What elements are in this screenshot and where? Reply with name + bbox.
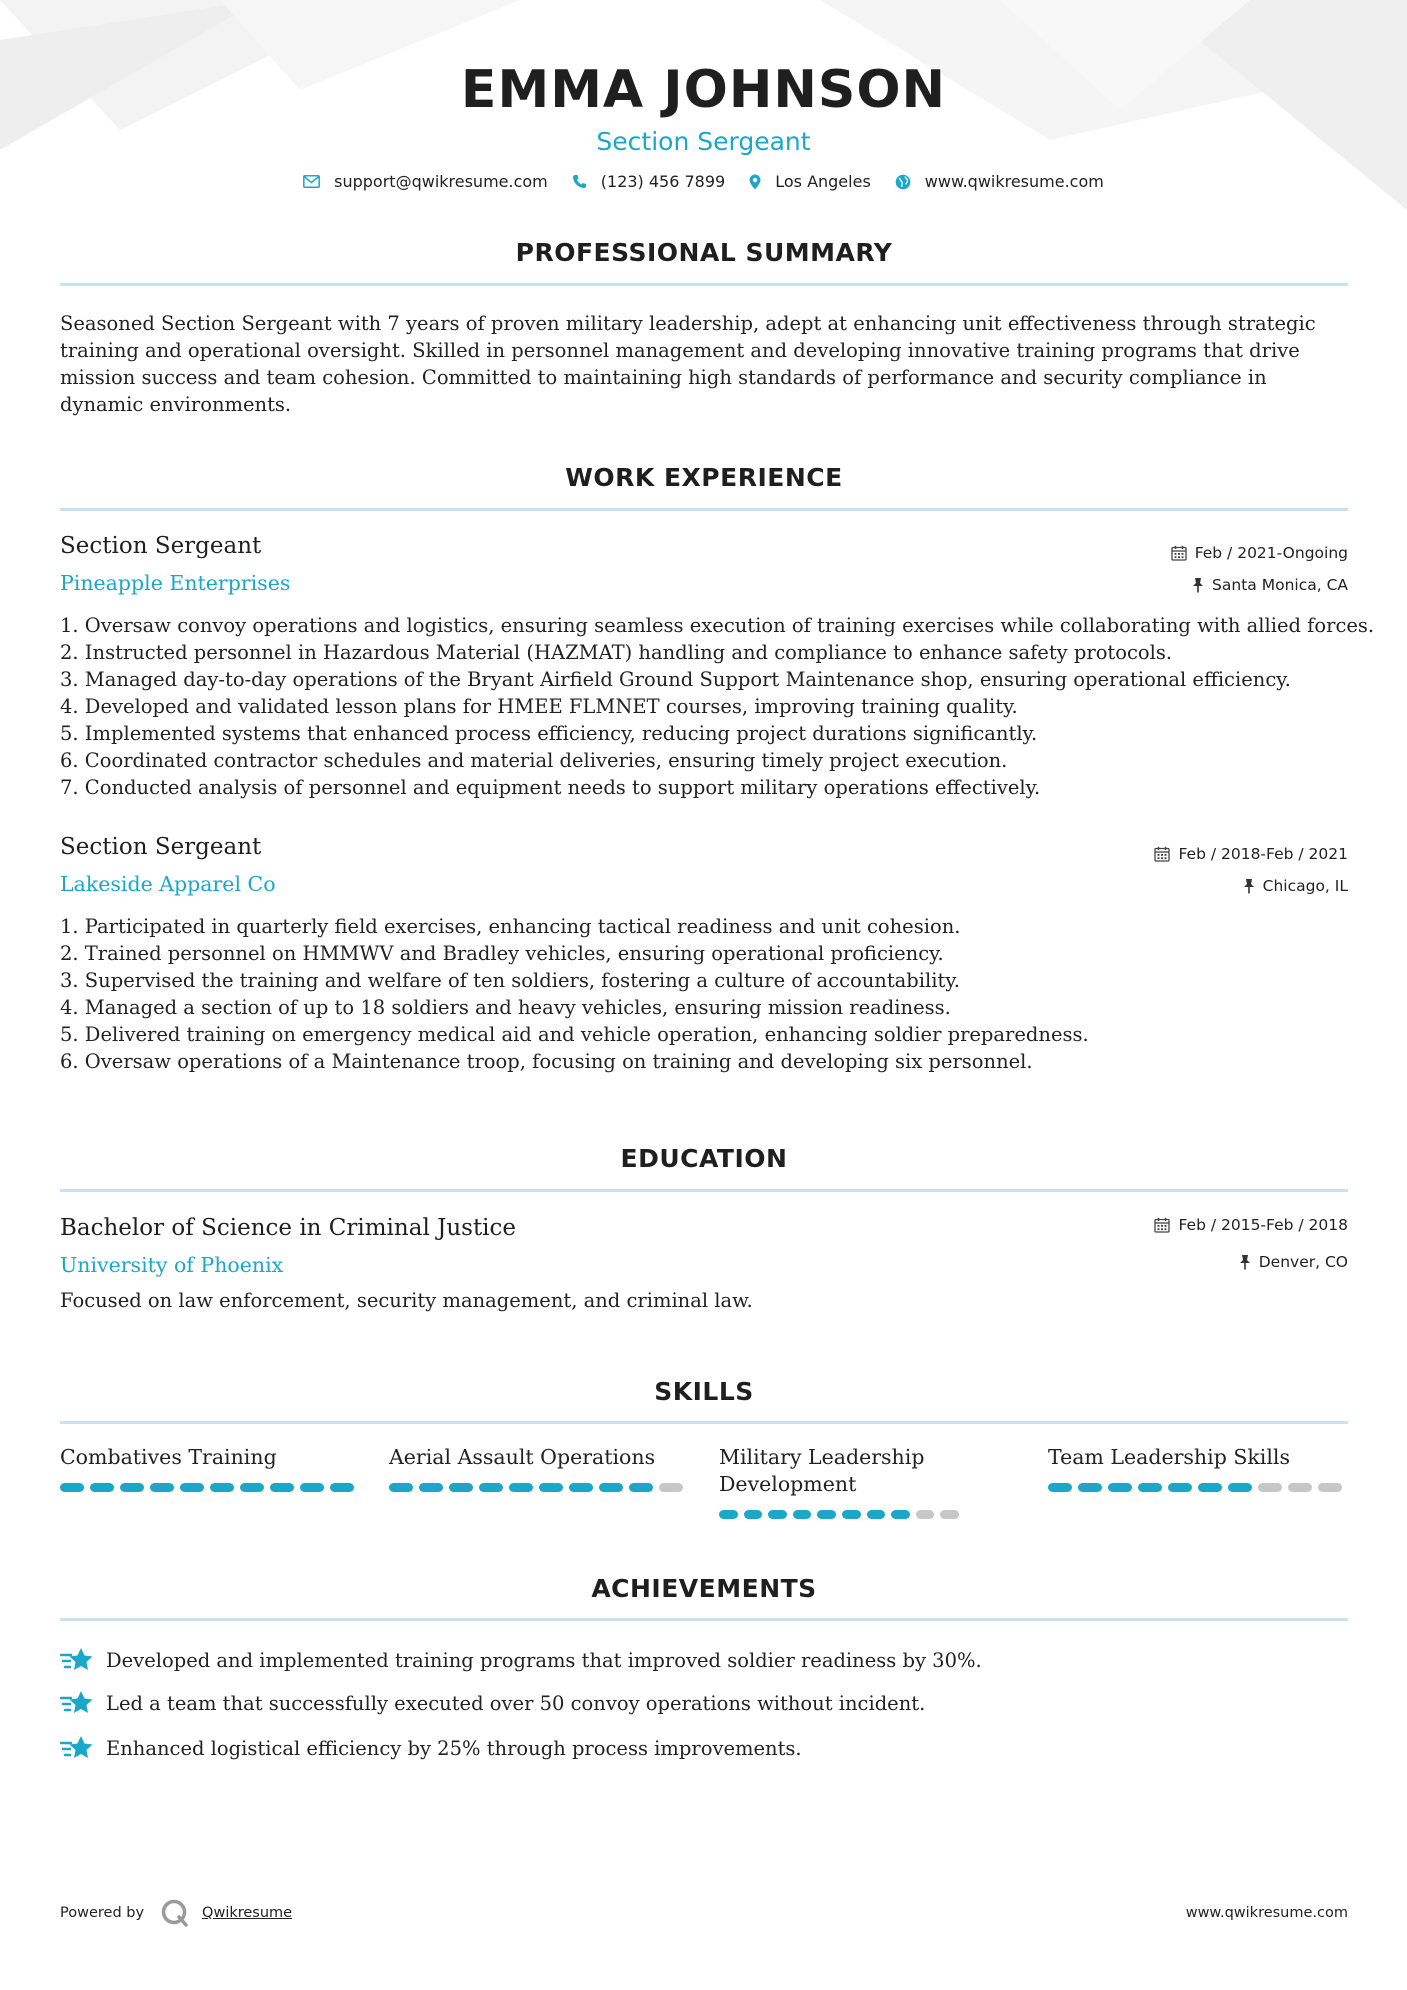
job-location [1192, 576, 1348, 594]
achievement-text: Developed and implemented training programs that improved soldier readiness by 30%. [106, 1648, 982, 1672]
skill-level-segment-filled [419, 1483, 443, 1492]
skill-level-segment-empty [916, 1510, 935, 1519]
list-item: 3. Managed day-to-day operations of the Bryant Airfield Ground Support Maintenance shop, ensuring operational efficiency. [60, 668, 1291, 691]
skill-level-segment-filled [210, 1483, 234, 1492]
list-item: 1. Oversaw convoy operations and logistics, ensuring seamless execution of training exercises while collaborating with allied forces. [60, 614, 1375, 637]
star-icon [60, 1733, 94, 1763]
list-item: 1. Participated in quarterly field exercises, enhancing tactical readiness and unit cohesion. [60, 915, 961, 938]
skill-level-segment-filled [270, 1483, 294, 1492]
skill-level-segment-filled [793, 1510, 812, 1519]
skill-level-segment-filled [817, 1510, 836, 1519]
job-dates [1171, 544, 1348, 562]
skill-level-segment-filled [867, 1510, 886, 1519]
skill-level-segment-filled [60, 1483, 84, 1492]
education-dates-text: Feb / 2015-Feb / 2018 [1178, 1216, 1348, 1234]
skill-level-segment-empty [1318, 1483, 1342, 1492]
list-item: 3. Supervised the training and welfare of ten soldiers, fostering a culture of accountability. [60, 969, 960, 992]
phone-icon [572, 174, 587, 189]
skill-level-segment-filled [1228, 1483, 1252, 1492]
resume-header [0, 56, 1407, 158]
skill-level-bar [719, 1510, 959, 1519]
section-title-summary: PROFESSIONAL SUMMARY [515, 238, 893, 267]
skill-level-segment-filled [719, 1510, 738, 1519]
skill-level-segment-filled [120, 1483, 144, 1492]
achievement-text: Led a team that successfully executed over 50 convoy operations without incident. [106, 1691, 926, 1715]
job-company: Lakeside Apparel Co [60, 872, 276, 896]
achievement-item [60, 1688, 925, 1718]
skill-item [60, 1444, 360, 1492]
achievement-text: Enhanced logistical efficiency by 25% through process improvements. [106, 1736, 802, 1760]
skill-level-segment-filled [389, 1483, 413, 1492]
section-title-skills: SKILLS [654, 1377, 754, 1406]
list-item: 2. Instructed personnel in Hazardous Material (HAZMAT) handling and compliance to enhance safety protocols. [60, 641, 1173, 664]
contact-location [749, 172, 871, 191]
brand-link[interactable]: Qwikresume [202, 1905, 293, 1921]
skill-level-segment-filled [1198, 1483, 1222, 1492]
skill-level-segment-filled [599, 1483, 623, 1492]
footer-website-link[interactable]: www.qwikresume.com [1185, 1905, 1348, 1921]
achievement-item [60, 1733, 802, 1763]
calendar-icon [1171, 545, 1187, 561]
skill-level-segment-filled [300, 1483, 324, 1492]
map-pin-icon [749, 174, 761, 190]
skill-level-segment-filled [768, 1510, 787, 1519]
skill-level-bar [389, 1483, 689, 1492]
achievement-item [60, 1645, 982, 1675]
phone-text: (123) 456 7899 [600, 172, 726, 191]
contact-email[interactable] [303, 172, 548, 191]
section-title-experience: WORK EXPERIENCE [565, 463, 843, 492]
powered-by-label: Powered by [60, 1905, 145, 1921]
section-divider [60, 283, 1348, 286]
list-item: 2. Trained personnel on HMMWV and Bradley vehicles, ensuring operational proficiency. [60, 942, 944, 965]
skill-level-segment-empty [659, 1483, 683, 1492]
skill-level-segment-filled [330, 1483, 354, 1492]
job-location [1243, 877, 1348, 895]
envelope-icon [303, 175, 320, 188]
job-location-text: Chicago, IL [1262, 877, 1348, 895]
skill-level-segment-empty [940, 1510, 959, 1519]
section-title-education: EDUCATION [620, 1144, 788, 1173]
job-dates-text: Feb / 2018-Feb / 2021 [1178, 845, 1348, 863]
education-location-text: Denver, CO [1258, 1253, 1348, 1271]
list-item: 6. Coordinated contractor schedules and material deliveries, ensuring timely project execution. [60, 749, 1008, 772]
education-dates [1154, 1216, 1348, 1234]
footer-powered-by [60, 1898, 292, 1928]
pushpin-icon [1192, 577, 1204, 593]
star-icon [60, 1688, 94, 1718]
skill-level-segment-filled [1048, 1483, 1072, 1492]
skill-level-segment-filled [479, 1483, 503, 1492]
skill-item [719, 1444, 959, 1519]
job-location-text: Santa Monica, CA [1212, 576, 1348, 594]
skill-item [389, 1444, 689, 1492]
education-degree: Bachelor of Science in Criminal Justice [60, 1215, 517, 1241]
job-title: Section Sergeant [60, 834, 262, 860]
skill-level-segment-filled [842, 1510, 861, 1519]
contact-phone[interactable] [572, 172, 725, 191]
list-item: 4. Managed a section of up to 18 soldiers and heavy vehicles, ensuring mission readiness. [60, 996, 951, 1019]
skill-level-segment-filled [569, 1483, 593, 1492]
education-location [1239, 1253, 1348, 1271]
section-divider [60, 1421, 1348, 1424]
candidate-title: Section Sergeant [596, 127, 811, 156]
list-item: 4. Developed and validated lesson plans for HMEE FLMNET courses, improving training quality. [60, 695, 1018, 718]
skill-level-segment-filled [1078, 1483, 1102, 1492]
pushpin-icon [1239, 1254, 1251, 1270]
location-text: Los Angeles [775, 172, 871, 191]
job-title: Section Sergeant [60, 533, 262, 559]
skill-level-segment-filled [1168, 1483, 1192, 1492]
skill-name: Combatives Training [60, 1445, 277, 1469]
skill-level-segment-filled [1138, 1483, 1162, 1492]
job-bullets [60, 913, 1360, 1075]
qwikresume-logo-icon [160, 1898, 190, 1928]
contact-bar [0, 172, 1407, 191]
job-dates-text: Feb / 2021-Ongoing [1194, 544, 1348, 562]
skill-level-segment-filled [240, 1483, 264, 1492]
job-dates [1154, 845, 1348, 863]
section-title-achievements: ACHIEVEMENTS [591, 1574, 817, 1603]
section-divider [60, 1618, 1348, 1621]
email-text: support@qwikresume.com [334, 172, 548, 191]
skill-name: Military Leadership Development [719, 1445, 925, 1496]
pushpin-icon [1243, 878, 1255, 894]
contact-website[interactable] [895, 172, 1104, 191]
star-icon [60, 1645, 94, 1675]
skill-level-bar [60, 1483, 360, 1492]
job-bullets [60, 612, 1375, 801]
skill-level-segment-filled [180, 1483, 204, 1492]
globe-icon [895, 174, 911, 190]
skill-level-segment-empty [1258, 1483, 1282, 1492]
list-item: 6. Oversaw operations of a Maintenance troop, focusing on training and developing six personnel. [60, 1050, 1033, 1073]
skill-level-segment-filled [891, 1510, 910, 1519]
skill-level-segment-filled [90, 1483, 114, 1492]
skill-level-bar [1048, 1483, 1348, 1492]
candidate-name: EMMA JOHNSON [460, 60, 947, 120]
calendar-icon [1154, 1217, 1170, 1233]
skill-level-segment-filled [449, 1483, 473, 1492]
skill-level-segment-filled [539, 1483, 563, 1492]
list-item: 5. Delivered training on emergency medical aid and vehicle operation, enhancing soldier preparedness. [60, 1023, 1089, 1046]
summary-text: Seasoned Section Sergeant with 7 years of proven military leadership, adept at enhancing unit effectiveness through strategic training and operational oversight. Skilled in personnel management and developing innovative training programs that drive mission success and team cohesion. Committed to maintaining high standards of performance and security compliance in dynamic environments. [60, 312, 1316, 416]
skill-level-segment-empty [1288, 1483, 1312, 1492]
skill-name: Team Leadership Skills [1048, 1445, 1290, 1469]
education-description: Focused on law enforcement, security management, and criminal law. [60, 1289, 753, 1312]
skill-level-segment-filled [744, 1510, 763, 1519]
skill-level-segment-filled [629, 1483, 653, 1492]
skill-item [1048, 1444, 1348, 1492]
calendar-icon [1154, 846, 1170, 862]
skill-level-segment-filled [1108, 1483, 1132, 1492]
job-company: Pineapple Enterprises [60, 571, 291, 595]
education-school: University of Phoenix [60, 1253, 284, 1277]
skill-level-segment-filled [509, 1483, 533, 1492]
section-divider [60, 508, 1348, 511]
list-item: 7. Conducted analysis of personnel and equipment needs to support military operations effectively. [60, 776, 1041, 799]
section-divider [60, 1189, 1348, 1192]
skill-level-segment-filled [150, 1483, 174, 1492]
list-item: 5. Implemented systems that enhanced process efficiency, reducing project durations significantly. [60, 722, 1038, 745]
website-text: www.qwikresume.com [924, 172, 1104, 191]
skill-name: Aerial Assault Operations [389, 1445, 656, 1469]
